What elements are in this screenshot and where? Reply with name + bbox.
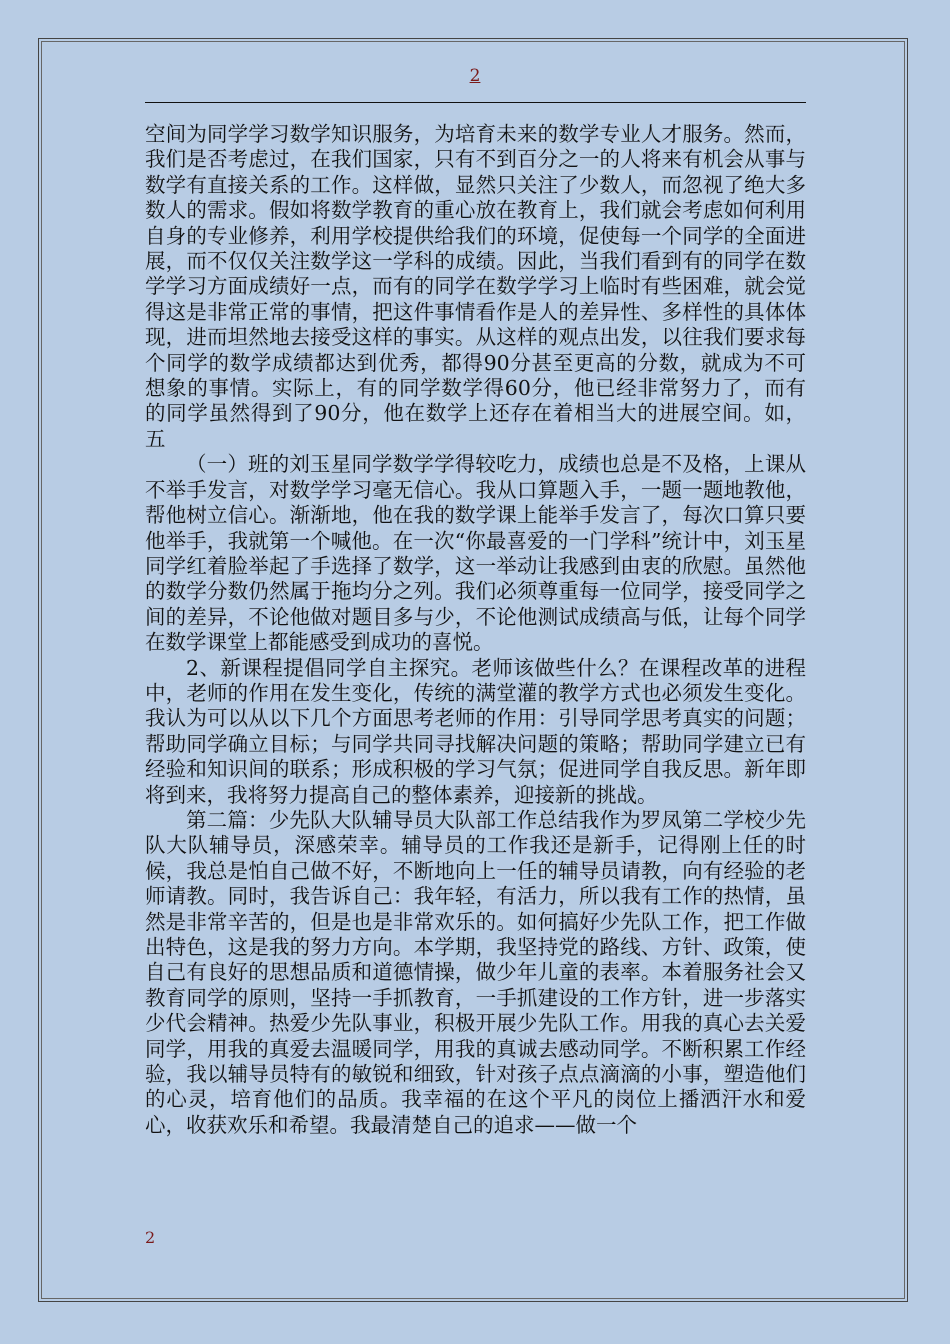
paragraph-4: 第二篇：少先队大队辅导员大队部工作总结我作为罗凤第二学校少先队大队辅导员，深感荣幸。辅导员的工作我还是新手，记得刚上任的时候，我总是怕自己做不好，不断地向上一任的辅导员请教，向有经验的老师请教。同时，我告诉自己：我年轻，有活力，所以我有工作的热情，虽然是非常辛苦的，但是也是非常欢乐的。如何搞好少先队工作，把工作做出特色，这是我的努力方向。本学期，我坚持党的路线、方针、政策，使自己有良好的思想品质和道德情操，做少年儿童的表率。本着服务社会又教育同学的原则，坚持一手抓教育，一手抓建设的工作方针，进一步落实少代会精神。热爱少先队事业，积极开展少先队工作。用我的真心去关爱同学，用我的真爱去温暖同学，用我的真诚去感动同学。不断积累工作经验，我以辅导员特有的敏锐和细致，针对孩子点点滴滴的小事，塑造他们的心灵，培育他们的品质。我幸福的在这个平凡的岗位上播洒汗水和爱心，收获欢乐和希望。我最清楚自己的追求——做一个 xyxy=(145,807,806,1137)
paragraph-2: （一）班的刘玉星同学数学学得较吃力，成绩也总是不及格，上课从不举手发言，对数学学习毫无信心。我从口算题入手，一题一题地教他，帮他树立信心。渐渐地，他在我的数学课上能举手发言了，每次口算只要他举手，我就第一个喊他。在一次“你最喜爱的一门学科”统计中，刘玉星同学红着脸举起了手选择了数学，这一举动让我感到由衷的欣慰。虽然他的数学分数仍然属于拖均分之列。我们必须尊重每一位同学，接受同学之间的差异，不论他做对题目多与少，不论他测试成绩高与低，让每个同学在数学课堂上都能感受到成功的喜悦。 xyxy=(145,452,806,655)
footer-page-number: 2 xyxy=(145,1228,156,1247)
header-page-number: 2 xyxy=(469,66,481,86)
document-body xyxy=(145,122,806,1138)
paragraph-1: 空间为同学学习数学知识服务，为培育未来的数学专业人才服务。然而，我们是否考虑过，在我们国家，只有不到百分之一的人将来有机会从事与数学有直接关系的工作。这样做，显然只关注了少数人，而忽视了绝大多数人的需求。假如将数学教育的重心放在教育上，我们就会考虑如何利用自身的专业修养，利用学校提供给我们的环境，促使每一个同学的全面进展，而不仅仅关注数学这一学科的成绩。因此，当我们看到有的同学在数学学习方面成绩好一点，而有的同学在数学学习上临时有些困难，就会觉得这是非常正常的事情，把这件事情看作是人的差异性、多样性的具体体现，进而坦然地去接受这样的事实。从这样的观点出发，以往我们要求每个同学的数学成绩都达到优秀，都得90分甚至更高的分数，就成为不可想象的事情。实际上，有的同学数学得60分，他已经非常努力了，而有的同学虽然得到了90分，他在数学上还存在着相当大的进展空间。如，五 xyxy=(145,122,806,451)
paragraph-3: 2、新课程提倡同学自主探究。老师该做些什么？在课程改革的进程中，老师的作用在发生变化，传统的满堂灌的教学方式也必须发生变化。我认为可以从以下几个方面思考老师的作用：引导同学思考真实的问题；帮助同学确立目标；与同学共同寻找解决问题的策略；帮助同学建立已有经验和知识间的联系；形成积极的学习气氛；促进同学自我反思。新年即将到来，我将努力提高自己的整体素养，迎接新的挑战。 xyxy=(145,655,806,807)
header-divider xyxy=(145,102,806,103)
